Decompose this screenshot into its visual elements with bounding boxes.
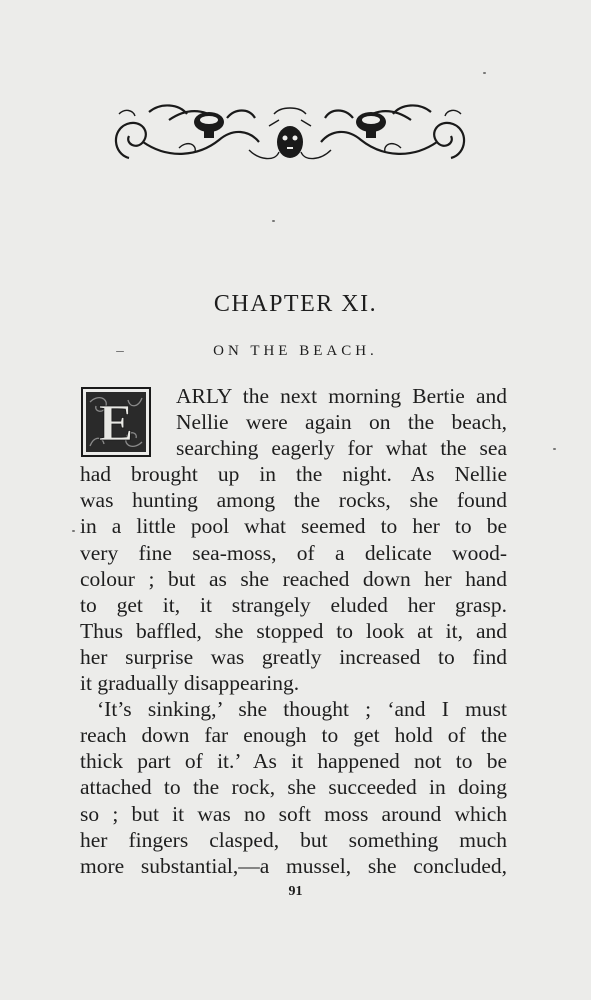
page-number: 91	[288, 884, 303, 899]
text-line: colour ; but as she reached down her hand	[80, 566, 507, 591]
paper-speck	[553, 448, 556, 450]
text-line: was hunting among the rocks, she found	[80, 488, 507, 513]
text-line: very fine sea-moss, of a delicate wood-	[80, 540, 507, 565]
paper-speck	[116, 351, 124, 352]
text-line: ARLY the next morning Bertie and	[176, 384, 507, 408]
text-line: ‘It’s sinking,’ she thought ; ‘and I must	[97, 697, 507, 722]
text-line: it gradually disappearing.	[80, 671, 300, 696]
text-line: Thus baffled, she stopped to look at it, and	[80, 618, 507, 643]
chapter-title: CHAPTER XI.	[213, 291, 378, 317]
text-line: reach down far enough to get hold of the	[80, 723, 507, 748]
paper-speck	[272, 220, 275, 222]
paper-speck	[483, 72, 486, 74]
section-title: ON THE BEACH.	[213, 343, 378, 359]
svg-text:E: E	[98, 395, 134, 452]
headpiece-ornament	[109, 100, 471, 166]
text-line: more substantial,—a mussel, she concluded,	[80, 853, 507, 878]
body-text	[80, 383, 507, 879]
text-line: so ; but it was no soft moss around which	[80, 801, 507, 826]
text-line: Nellie were again on the beach,	[176, 410, 507, 435]
text-line: her fingers clasped, but something much	[80, 827, 507, 852]
text-line: searching eagerly for what the sea	[176, 436, 507, 461]
text-line: her surprise was greatly increased to find	[80, 644, 507, 669]
text-line: to get it, it strangely eluded her grasp.	[80, 592, 507, 617]
text-line: had brought up in the night. As Nellie	[80, 462, 507, 487]
text-line: attached to the rock, she succeeded in doing	[80, 775, 507, 800]
text-line: thick part of it.’ As it happened not to be	[80, 749, 507, 774]
text-line: in a little pool what seemed to her to be	[80, 514, 507, 539]
paper-speck	[72, 530, 75, 532]
